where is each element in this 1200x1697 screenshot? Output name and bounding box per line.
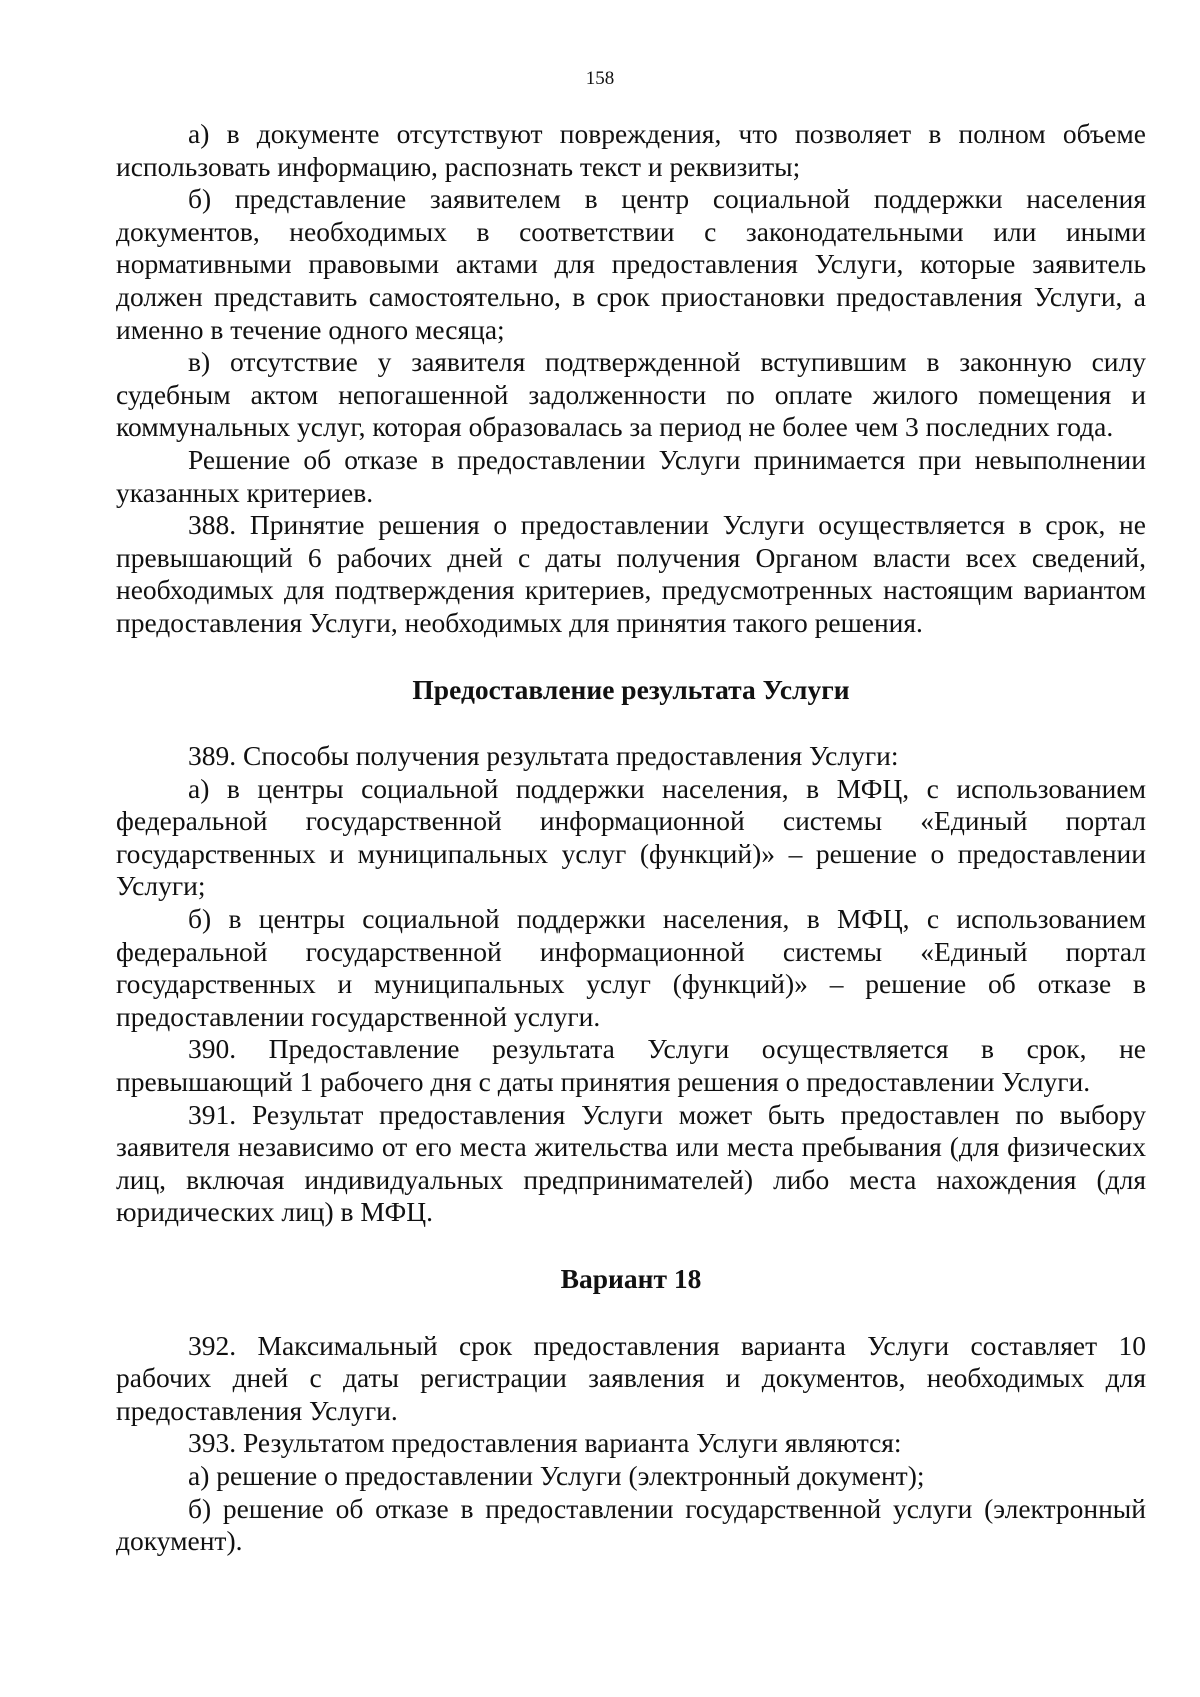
paragraph-391: 391. Результат предоставления Услуги может быть предоставлен по выбору заявителя независимо от его места жительства или места пребывания (для физических лиц, включая индивидуальных предпринимателей) либо места нахождения (для юридических лиц) в МФЦ.	[116, 1098, 1146, 1228]
paragraph-c-no-debt: в) отсутствие у заявителя подтвержденной вступившим в законную силу судебным актом непогашенной задолженности по оплате жилого помещения и коммунальных услуг, которая образовалась за период не более чем 3 последних года.	[116, 346, 1146, 443]
paragraph-389-a: а) в центры социальной поддержки населения, в МФЦ, с использованием федеральной государственной информационной системы «Единый портал государственных и муниципальных услуг (функций)» – решение о предоставлении Услуги;	[116, 772, 1146, 902]
paragraph-refusal-decision: Решение об отказе в предоставлении Услуги принимается при невыполнении указанных критериев.	[116, 443, 1146, 508]
paragraph-b-documents: б) представление заявителем в центр социальной поддержки населения документов, необходимых в соответствии с законодательными или иными нормативными правовыми актами для предоставления Услуги, которые заявитель должен представить самостоятельно, в срок приостановки предоставления Услуги, а именно в течение одного месяца;	[116, 183, 1146, 345]
paragraph-389: 389. Способы получения результата предоставления Услуги:	[188, 740, 899, 772]
paragraph-393-a: а) решение о предоставлении Услуги (электронный документ);	[188, 1459, 925, 1491]
section-heading-variant-18: Вариант 18	[560, 1263, 702, 1294]
section-heading-result: Предоставление результата Услуги	[412, 673, 850, 705]
page-number: 158	[585, 68, 615, 89]
paragraph-393-b: б) решение об отказе в предоставлении государственной услуги (электронный документ).	[116, 1492, 1146, 1557]
document-body	[116, 118, 1146, 1558]
paragraph-390: 390. Предоставление результата Услуги осуществляется в срок, не превышающий 1 рабочего дня с даты принятия решения о предоставлении Услуги.	[116, 1033, 1146, 1098]
paragraph-393: 393. Результатом предоставления варианта Услуги являются:	[188, 1427, 902, 1459]
paragraph-392: 392. Максимальный срок предоставления варианта Услуги составляет 10 рабочих дней с даты регистрации заявления и документов, необходимых для предоставления Услуги.	[116, 1329, 1146, 1426]
paragraph-a-no-damage: а) в документе отсутствуют повреждения, что позволяет в полном объеме использовать информацию, распознать текст и реквизиты;	[116, 118, 1146, 182]
paragraph-389-b: б) в центры социальной поддержки населения, в МФЦ, с использованием федеральной государственной информационной системы «Единый портал государственных и муниципальных услуг (функций)» – решение об отказе в предоставлении государственной услуги.	[116, 903, 1146, 1032]
paragraph-388: 388. Принятие решения о предоставлении Услуги осуществляется в срок, не превышающий 6 рабочих дней с даты получения Органом власти всех сведений, необходимых для подтверждения критериев, предусмотренных настоящим вариантом предоставления Услуги, необходимых для принятия такого решения.	[116, 509, 1146, 638]
